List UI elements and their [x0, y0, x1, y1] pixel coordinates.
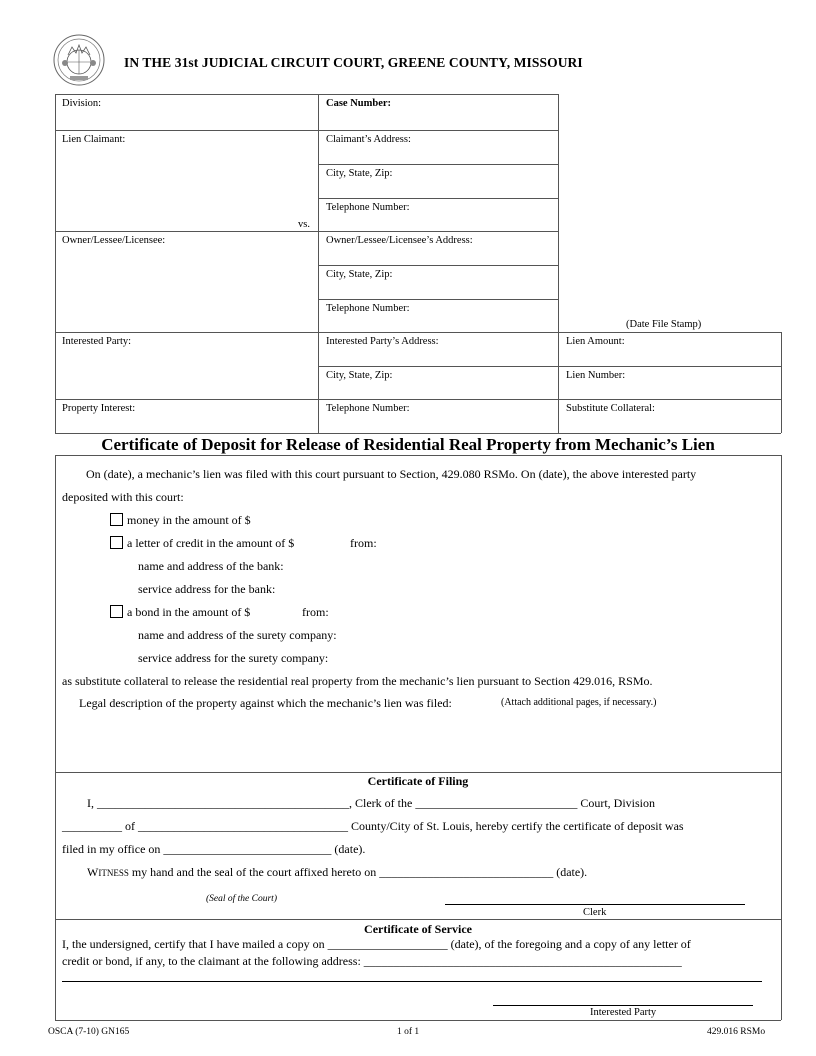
service-line-1: I, the undersigned, certify that I have mailed a copy on ____________________ (date), of the foregoing and a copy of any letter of	[62, 937, 691, 951]
owner-address-label: Owner/Lessee/Licensee’s Address:	[326, 235, 473, 246]
money-option-label: money in the amount of $	[127, 513, 251, 527]
bank-service-label: service address for the bank:	[138, 582, 276, 596]
money-checkbox[interactable]	[110, 513, 123, 526]
bond-checkbox[interactable]	[110, 605, 123, 618]
case-number-label: Case Number:	[326, 98, 392, 109]
lien-claimant-label: Lien Claimant:	[62, 134, 126, 145]
page-number: 1 of 1	[397, 1027, 420, 1037]
bond-from-label: from:	[302, 605, 329, 619]
surety-name-label: name and address of the surety company:	[138, 628, 337, 642]
legal-description-label: Legal description of the property against which the mechanic’s lien was filed:	[79, 696, 452, 710]
property-interest-label: Property Interest:	[62, 403, 136, 414]
substitute-collateral-label: Substitute Collateral:	[566, 403, 655, 414]
surety-service-label: service address for the surety company:	[138, 651, 329, 665]
versus-label: vs.	[298, 219, 310, 230]
filing-line-1: I, __________________________________________, Clerk of the ___________________________ Court, Division	[87, 796, 655, 810]
service-heading: Certificate of Service	[364, 922, 472, 936]
claimant-phone-label: Telephone Number:	[326, 202, 410, 213]
letter-of-credit-checkbox[interactable]	[110, 536, 123, 549]
filing-line-3: filed in my office on ____________________________ (date).	[62, 842, 366, 856]
division-label: Division:	[62, 98, 102, 109]
owner-label: Owner/Lessee/Licensee:	[62, 235, 166, 246]
deposit-line-2: deposited with this court:	[62, 490, 184, 504]
owner-city-label: City, State, Zip:	[326, 269, 393, 280]
missouri-state-seal	[52, 33, 106, 87]
form-title: Certificate of Deposit for Release of Residential Real Property from Mechanic’s Lien	[101, 435, 715, 454]
filing-heading: Certificate of Filing	[367, 774, 469, 788]
substitute-collateral-text: as substitute collateral to release the residential real property from the mechanic’s lien pursuant to Section 429.016, RSMo.	[62, 674, 653, 688]
statute-reference: 429.016 RSMo	[707, 1027, 766, 1037]
clerk-signature-label: Clerk	[583, 907, 607, 918]
filing-line-2: __________ of ___________________________________ County/City of St. Louis, hereby certify the certificate of deposit was	[62, 819, 684, 833]
witness-rest: ITNESS	[98, 868, 129, 878]
bank-name-label: name and address of the bank:	[138, 559, 284, 573]
lien-number-label: Lien Number:	[566, 370, 626, 381]
interested-phone-label: Telephone Number:	[326, 403, 410, 414]
owner-phone-label: Telephone Number:	[326, 303, 410, 314]
date-file-stamp-label: (Date File Stamp)	[626, 319, 702, 330]
witness-text: my hand and the seal of the court affixed hereto on _____________________________ (date).	[131, 865, 588, 879]
interested-address-label: Interested Party’s Address:	[326, 336, 439, 347]
letter-from-label: from:	[350, 536, 377, 550]
court-title: IN THE 31st JUDICIAL CIRCUIT COURT, GREENE COUNTY, MISSOURI	[124, 55, 583, 70]
lien-amount-label: Lien Amount:	[566, 336, 625, 347]
bond-option-label: a bond in the amount of $	[127, 605, 251, 619]
letter-option-label: a letter of credit in the amount of $	[127, 536, 295, 550]
claimant-address-label: Claimant’s Address:	[326, 134, 411, 145]
service-line-2: credit or bond, if any, to the claimant at the following address: _____________________________________________________	[62, 954, 682, 968]
seal-of-court-label: (Seal of the Court)	[206, 894, 277, 904]
interested-party-signature-label: Interested Party	[590, 1007, 657, 1018]
legal-description-note: (Attach additional pages, if necessary.)	[501, 697, 657, 708]
interested-party-label: Interested Party:	[62, 336, 132, 347]
deposit-line-1: On (date), a mechanic’s lien was filed with this court pursuant to Section, 429.080 RSMo. On (date), the above interested party	[86, 467, 697, 481]
claimant-city-label: City, State, Zip:	[326, 168, 393, 179]
interested-city-label: City, State, Zip:	[326, 370, 393, 381]
witness-w: W	[87, 865, 99, 879]
form-id: OSCA (7-10) GN165	[48, 1027, 130, 1037]
witness-line	[87, 865, 587, 880]
